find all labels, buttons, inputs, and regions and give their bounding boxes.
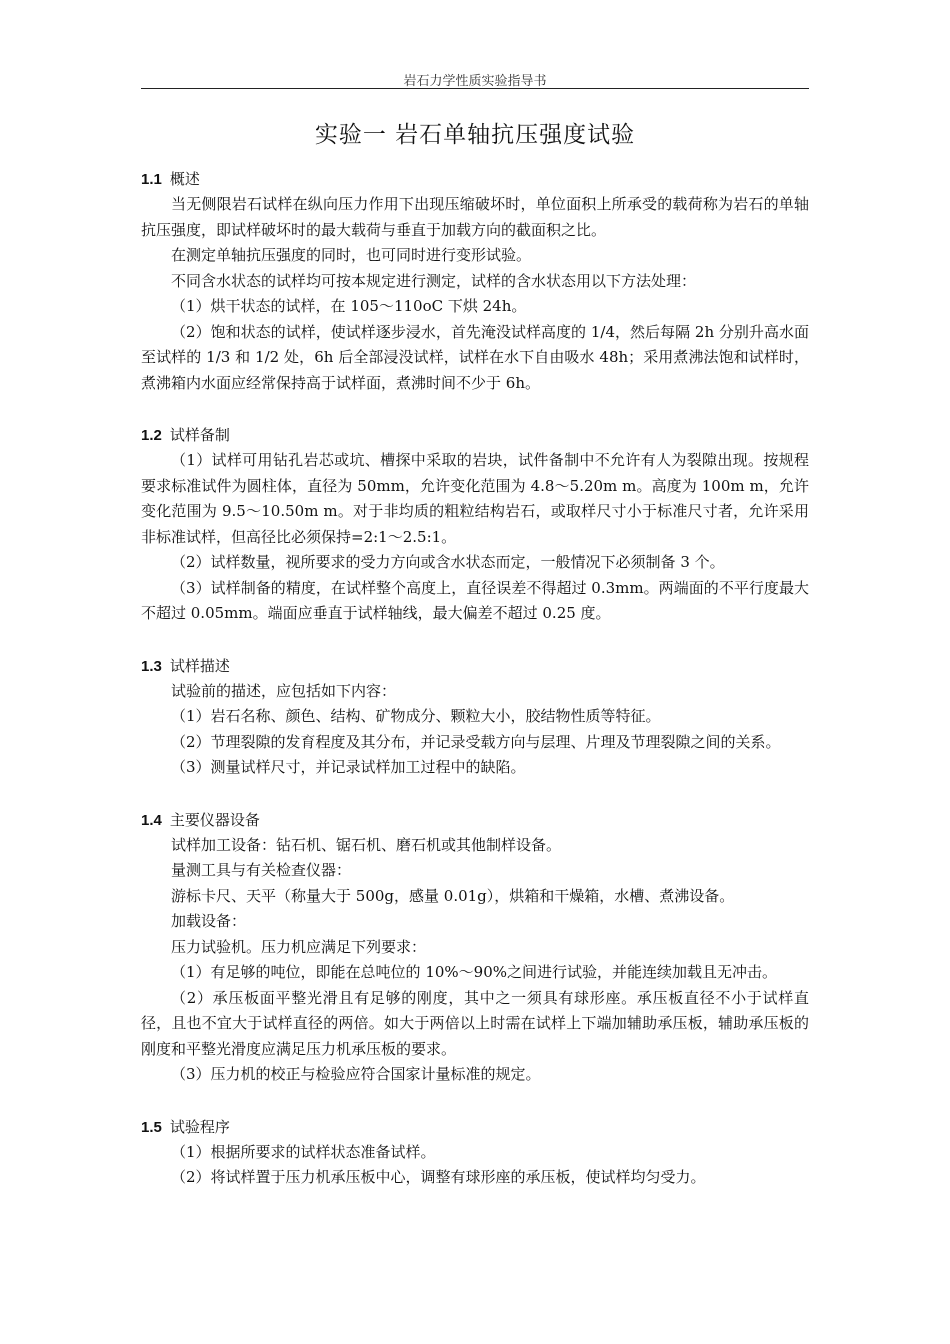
section-specimen-description xyxy=(141,653,809,781)
document-body xyxy=(141,166,809,1217)
page-title: 实验一 岩石单轴抗压强度试验 xyxy=(314,122,636,148)
section-number: 1.5 xyxy=(141,1118,162,1136)
paragraph: （1）有足够的吨位，即能在总吨位的 10%～90%之间进行试验，并能连续加载且无冲击。 xyxy=(171,963,777,981)
paragraph: （3）试样制备的精度，在试样整个高度上，直径误差不得超过 0.3mm。两端面的不平行度最大不超过 0.05mm。端面应垂直于试样轴线，最大偏差不超过 0.25 度。 xyxy=(141,578,809,622)
paragraph: （2）承压板面平整光滑且有足够的刚度，其中之一须具有球形座。承压板直径不小于试样直径，且也不宜大于试样直径的两倍。如大于两倍以上时需在试样上下端加辅助承压板，辅助承压板的刚度和平整光滑度应满足压力机承压板的要求。 xyxy=(141,988,809,1058)
section-number: 1.2 xyxy=(141,427,162,444)
section-title: 试样备制 xyxy=(169,426,230,444)
section-heading xyxy=(141,1114,809,1140)
paragraph: （3）测量试样尺寸，并记录试样加工过程中的缺陷。 xyxy=(171,758,526,776)
paragraph: （2）试样数量，视所要求的受力方向或含水状态而定，一般情况下必须制备 3 个。 xyxy=(171,553,725,571)
section-heading xyxy=(141,807,809,833)
paragraph: （1）试样可用钻孔岩芯或坑、槽探中采取的岩块，试件备制中不允许有人为裂隙出现。按规程要求标准试件为圆柱体，直径为 50mm，允许变化范围为 4.8～5.20m m。高度为 100m m，允许变化范围为 9.5～10.50m m。对于非均质的粗粒结构岩石，或取样尺寸小于标准尺寸者，允许采用非标准试样，但高径比必须保持=2:1～2.5:1。 xyxy=(141,451,809,546)
section-number: 1.4 xyxy=(141,811,162,829)
paragraph: 加载设备： xyxy=(171,912,247,930)
paragraph: （1）烘干状态的试样，在 105～110oC 下烘 24h。 xyxy=(171,297,527,315)
paragraph: 游标卡尺、天平（称量大于 500g，感量 0.01g），烘箱和干燥箱，水槽、煮沸设备。 xyxy=(171,886,735,905)
section-number: 1.1 xyxy=(141,171,162,188)
paragraph: 在测定单轴抗压强度的同时，也可同时进行变形试验。 xyxy=(171,246,532,264)
section-equipment xyxy=(141,807,809,1088)
section-title: 试样描述 xyxy=(169,656,230,675)
section-title: 概述 xyxy=(169,170,200,188)
section-heading xyxy=(141,166,809,192)
section-procedure xyxy=(141,1114,809,1191)
header-rule xyxy=(141,88,809,89)
running-header: 岩石力学性质实验指导书 xyxy=(403,74,547,89)
paragraph: 试样加工设备：钻石机、锯石机、磨石机或其他制样设备。 xyxy=(171,835,562,854)
section-overview xyxy=(141,166,809,396)
section-heading xyxy=(141,653,809,679)
paragraph: 不同含水状态的试样均可按本规定进行测定，试样的含水状态用以下方法处理： xyxy=(171,271,697,290)
paragraph: （2）饱和状态的试样，使试样逐步浸水，首先淹没试样高度的 1/4，然后每隔 2h 分别升高水面至试样的 1/3 和 1/2 处，6h 后全部浸没试样，试样在水下自由吸水 48h；采用煮沸法饱和试样时，煮沸箱内水面应经常保持高于试样面，煮沸时间不少于 6h。 xyxy=(141,322,809,392)
paragraph: （2）将试样置于压力机承压板中心，调整有球形座的承压板，使试样均匀受力。 xyxy=(171,1168,706,1186)
paragraph: （1）根据所要求的试样状态准备试样。 xyxy=(171,1142,436,1161)
paragraph: （2）节理裂隙的发育程度及其分布，并记录受载方向与层理、片理及节理裂隙之间的关系。 xyxy=(171,732,781,751)
section-heading xyxy=(141,422,809,448)
paragraph: 试验前的描述，应包括如下内容： xyxy=(171,681,397,700)
paragraph: 量测工具与有关检查仪器： xyxy=(171,861,352,879)
section-title: 主要仪器设备 xyxy=(169,810,260,829)
section-title: 试验程序 xyxy=(169,1117,230,1136)
paragraph: 当无侧限岩石试样在纵向压力作用下出现压缩破坏时，单位面积上所承受的载荷称为岩石的单轴抗压强度，即试样破坏时的最大载荷与垂直于加载方向的截面积之比。 xyxy=(141,195,809,239)
section-specimen-preparation xyxy=(141,422,809,627)
paragraph: （3）压力机的校正与检验应符合国家计量标准的规定。 xyxy=(171,1065,541,1083)
section-number: 1.3 xyxy=(141,657,162,675)
paragraph: 压力试验机。压力机应满足下列要求： xyxy=(171,937,427,956)
paragraph: （1）岩石名称、颜色、结构、矿物成分、颗粒大小，胶结物性质等特征。 xyxy=(171,707,661,725)
